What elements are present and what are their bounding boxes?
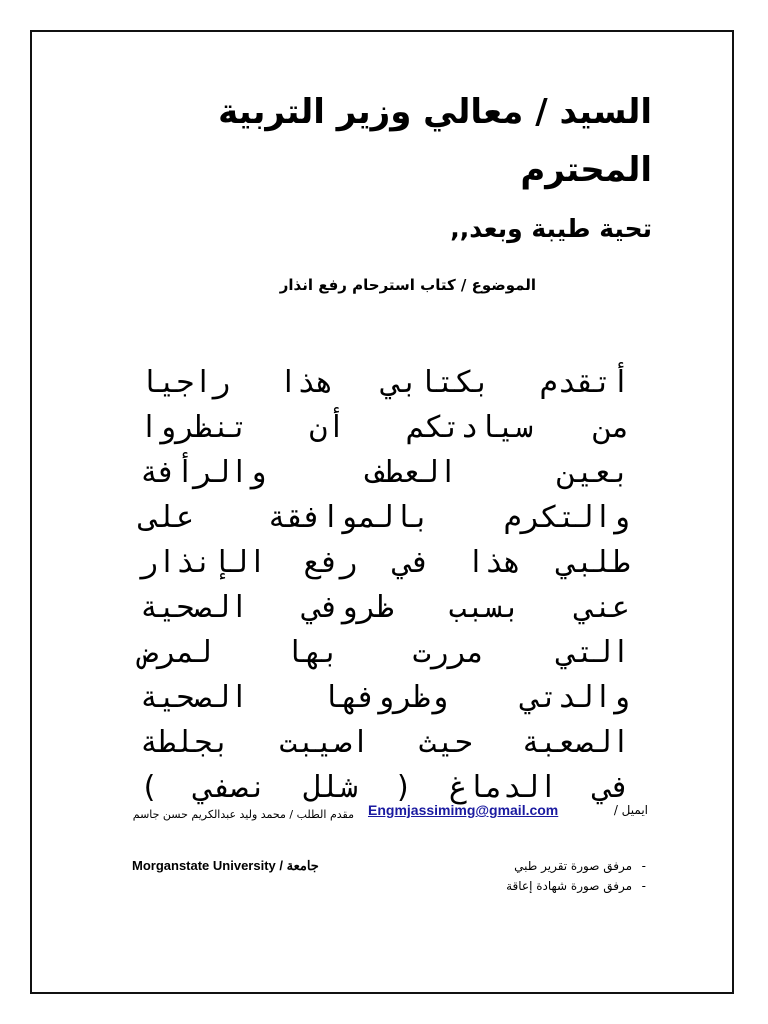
body-line: في الدماغ ( شلل نصفي )	[140, 770, 630, 805]
email-label: ايميل /	[613, 803, 648, 817]
body-line: أتقدم بكتابي هذا راجيا	[140, 365, 630, 400]
body-line: التي مررت بها لمرض	[140, 635, 630, 670]
recipient-title: السيد / معالي وزير التربية	[218, 92, 652, 132]
university-name: Morganstate University	[132, 858, 276, 873]
greeting: تحية طيبة وبعد,,	[450, 214, 652, 243]
subject-line: الموضوع / كتاب استرحام رفع انذار	[279, 276, 536, 294]
body-line: والتكرم بالموافقة على	[140, 500, 630, 535]
body-line: من سيادتكم أن تنظروا	[140, 410, 630, 445]
letter-body	[140, 360, 630, 810]
body-line: بعين العطف والرأفة	[140, 455, 630, 490]
list-item: - مرفق صورة تقرير طبي	[506, 856, 632, 876]
requester-name: مقدم الطلب / محمد وليد عبدالكريم حسن جاسم	[132, 808, 354, 821]
body-line: والدتي وظروفها الصحية	[140, 680, 630, 715]
recipient-honorific: المحترم	[520, 150, 652, 190]
university-label: جامعة /	[279, 858, 319, 873]
body-line: الصعبة حيث اصيبت بجلطة	[140, 725, 630, 760]
email-link[interactable]: Engmjassimimg@gmail.com	[368, 802, 559, 818]
body-line: طلبي هذا في رفع الإنذار	[140, 545, 630, 580]
university	[132, 858, 319, 874]
body-line: عني بسبب ظروفي الصحية	[140, 590, 630, 625]
list-item: - مرفق صورة شهادة إعاقة	[506, 876, 632, 896]
attachments-list	[506, 856, 632, 896]
